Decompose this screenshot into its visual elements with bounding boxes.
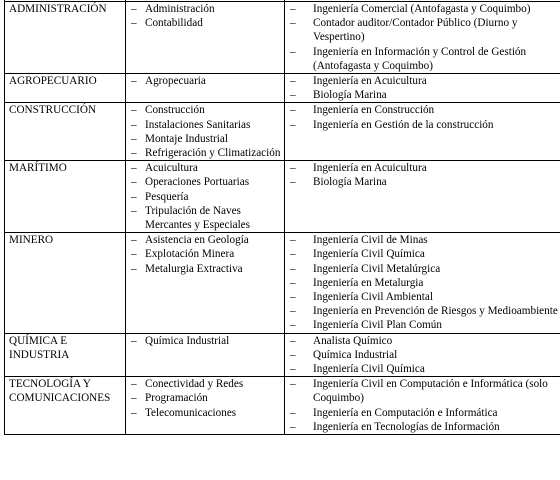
sector-name: MINERO [9,234,54,247]
career-list [289,377,560,434]
career-list [289,233,560,332]
sector-cell [5,161,126,233]
specialty-list [130,233,284,276]
specialty-item: – Instalaciones Sanitarias [130,118,284,132]
specialty-item: – Administración [130,2,284,16]
career-item: – Biología Marina [289,175,560,189]
sector-cell [5,333,126,377]
specialty-item: – Telecomunicaciones [130,406,284,420]
career-item: – Ingeniería en Metalurgia [289,276,560,290]
specialty-item: – Pesquería [130,190,284,204]
career-list [289,334,560,377]
specialty-item: – Montaje Industrial [130,132,284,146]
specialty-list [130,377,284,420]
career-item: – Ingeniería en Información y Control de Gestión (Antofagasta y Coquimbo) [289,45,560,73]
sector-cell [5,377,126,435]
sector-cell [5,74,126,103]
career-item: – Contador auditor/Contador Público (Diurno y Vespertino) [289,16,560,44]
career-item: – Ingeniería en Prevención de Riesgos y Medioambiente [289,304,560,318]
career-list [289,74,560,102]
specialty-cell [126,2,285,74]
career-item: – Ingeniería en Tecnologías de Información [289,420,560,434]
specialty-item: – Conectividad y Redes [130,377,284,391]
career-item: – Ingeniería en Construcción [289,103,560,117]
career-list [289,2,560,73]
sector-name: CONSTRUCCIÓN [9,104,97,117]
specialty-list [130,334,284,348]
specialty-item: – Agropecuaria [130,74,284,88]
career-item: – Ingeniería en Computación e Informática [289,406,560,420]
specialty-cell [126,233,285,333]
career-item: – Ingeniería Civil Química [289,247,560,261]
specialty-cell [126,103,285,161]
career-item: – Ingeniería Comercial (Antofagasta y Coquimbo) [289,2,560,16]
sector-name: MARÍTIMO [9,162,67,175]
career-list [289,161,560,189]
careers-cell [285,74,560,103]
specialty-list [130,2,284,30]
table-row [5,333,560,377]
specialty-list [130,103,284,160]
sector-cell [5,2,126,74]
specialty-item: – Operaciones Portuarias [130,175,284,189]
specialty-item: – Acuicultura [130,161,284,175]
career-item: – Ingeniería Civil Metalúrgica [289,262,560,276]
table-row [5,161,560,233]
specialty-item: – Refrigeración y Climatización [130,146,284,160]
specialty-cell [126,74,285,103]
career-item: – Ingeniería Civil en Computación e Informática (solo Coquimbo) [289,377,560,405]
career-item: – Química Industrial [289,348,560,362]
sector-cell [5,103,126,161]
sector-careers-table [4,0,560,435]
career-item: – Ingeniería en Acuicultura [289,74,560,88]
career-item: – Ingeniería en Acuicultura [289,161,560,175]
specialty-cell [126,377,285,435]
specialty-cell [126,161,285,233]
specialty-cell [126,333,285,377]
careers-cell [285,103,560,161]
sector-name: AGROPECUARIO [9,75,97,88]
table-row [5,74,560,103]
sector-cell [5,233,126,333]
table-row [5,2,560,74]
career-item: – Analista Químico [289,334,560,348]
table-body [5,2,560,435]
careers-cell [285,333,560,377]
career-item: – Ingeniería Civil Química [289,362,560,376]
sector-name: ADMINISTRACIÓN [9,3,107,15]
career-item: – Ingeniería en Gestión de la construcción [289,118,560,132]
careers-cell [285,377,560,435]
table-row [5,233,560,333]
careers-cell [285,161,560,233]
specialty-item: – Tripulación de Naves Mercantes y Especiales [130,204,284,232]
specialty-item: – Contabilidad [130,16,284,30]
table-row [5,377,560,435]
career-item: – Biología Marina [289,88,560,102]
career-item: – Ingeniería Civil de Minas [289,233,560,247]
career-item: – Ingeniería Civil Ambiental [289,290,560,304]
table-row [5,103,560,161]
specialty-item: – Química Industrial [130,334,284,348]
career-item: – Ingeniería Civil Plan Común [289,318,560,332]
specialty-item: – Construcción [130,103,284,117]
specialty-item: – Asistencia en Geología [130,233,284,247]
specialty-list [130,74,284,88]
sector-name: TECNOLOGÍA Y COMUNICACIONES [9,378,111,405]
specialty-item: – Metalurgia Extractiva [130,262,284,276]
sector-name: QUÍMICA E INDUSTRIA [9,334,70,361]
careers-cell [285,233,560,333]
specialty-item: – Explotación Minera [130,247,284,261]
specialty-item: – Programación [130,391,284,405]
specialty-list [130,161,284,232]
career-list [289,103,560,131]
careers-cell [285,2,560,74]
